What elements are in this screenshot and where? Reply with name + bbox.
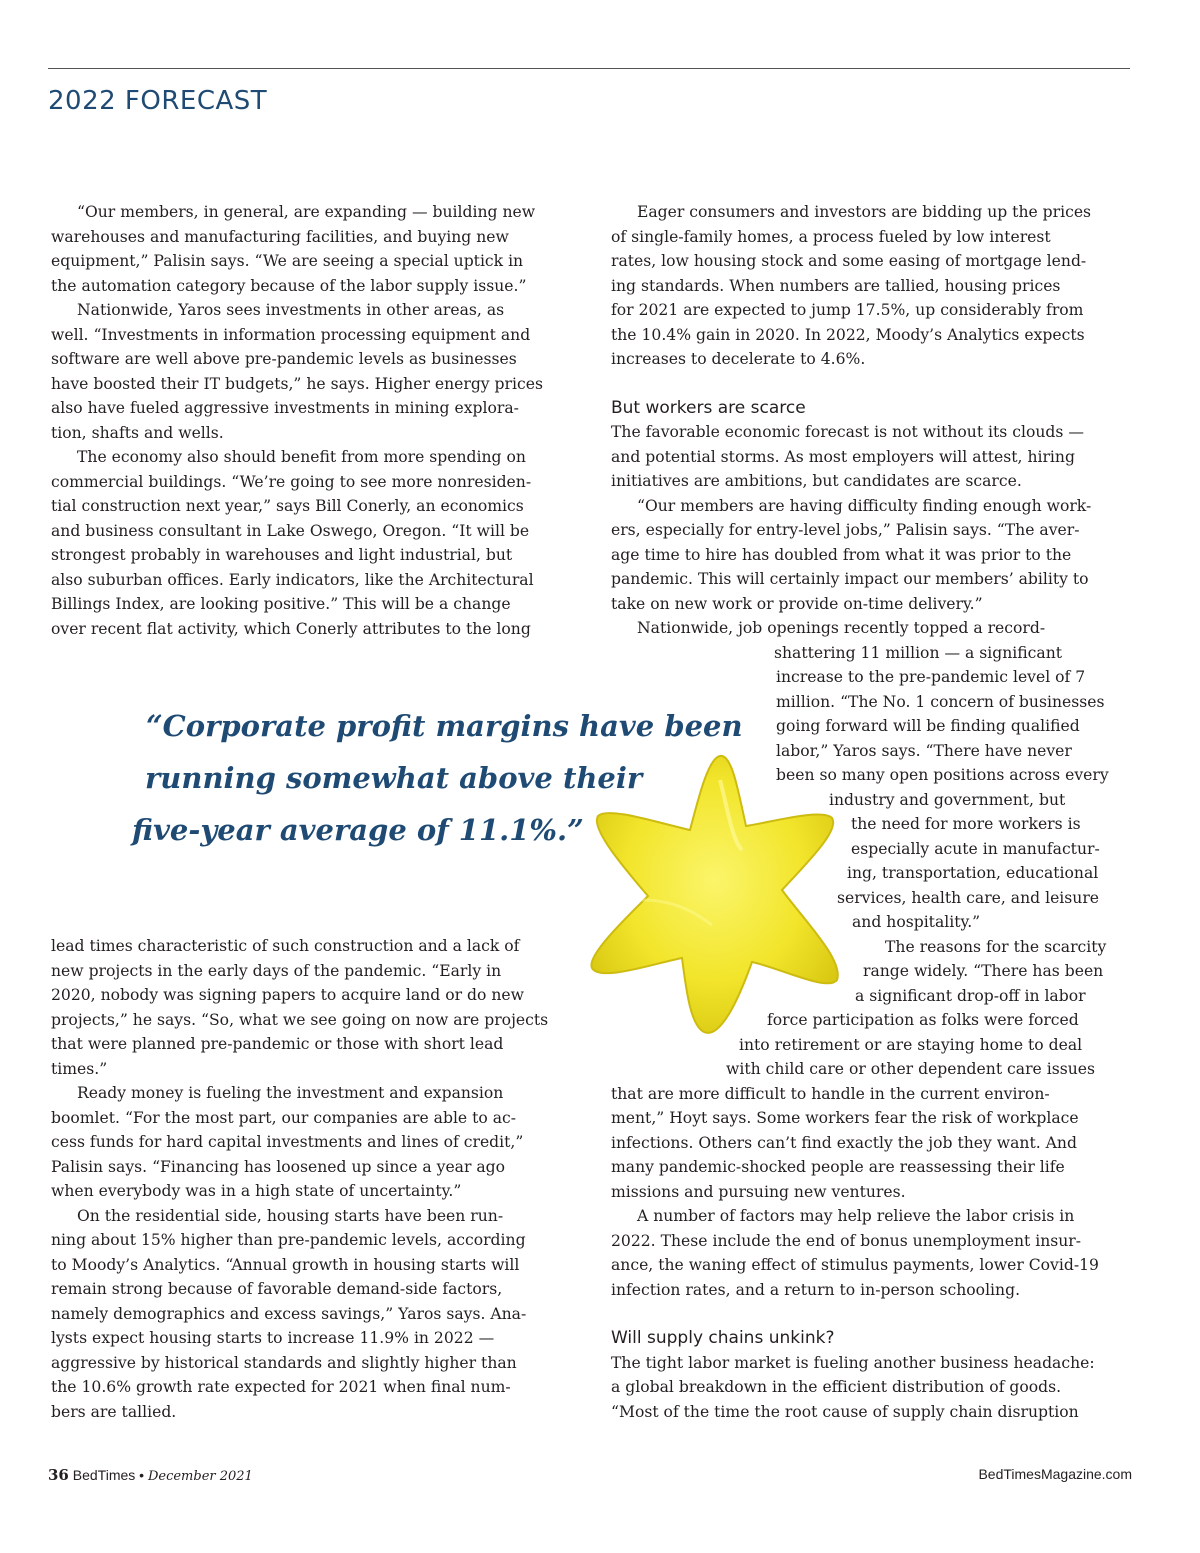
- text-line: “Most of the time the root cause of supply chain disruption: [611, 1402, 1079, 1421]
- text-line: the need for more workers is: [851, 815, 1081, 833]
- text-line: and hospitality.”: [852, 913, 981, 931]
- text-line: especially acute in manufactur-: [851, 839, 1100, 858]
- magazine-name: BedTimes: [72, 1467, 136, 1483]
- text-line: million. “The No. 1 concern of businesses: [776, 692, 1105, 711]
- text-line: ance, the waning effect of stimulus payments, lower Covid-19: [611, 1256, 1099, 1274]
- text-line: remain strong because of favorable demand-side factors,: [51, 1280, 503, 1298]
- text-line: ning about 15% higher than pre-pandemic levels, according: [51, 1231, 526, 1249]
- text-line: rates, low housing stock and some easing of mortgage lend-: [611, 252, 1087, 270]
- text-line: to Moody’s Analytics. “Annual growth in housing starts will: [51, 1255, 520, 1274]
- text-line: cess funds for hard capital investments and lines of credit,”: [51, 1133, 524, 1151]
- text-line: increase to the pre-pandemic level of 7: [776, 668, 1086, 686]
- text-line: with child care or other dependent care issues: [726, 1060, 1095, 1078]
- text-line: over recent flat activity, which Conerly attributes to the long: [51, 619, 531, 638]
- subhead: But workers are scarce: [611, 397, 806, 418]
- text-line: into retirement or are staying home to deal: [739, 1035, 1083, 1054]
- right-column: [611, 200, 1109, 1424]
- text-line: “Our members are having difficulty finding enough work-: [637, 496, 1092, 515]
- text-line: Billings Index, are looking positive.” This will be a change: [51, 595, 511, 613]
- text-line: On the residential side, housing starts have been run-: [77, 1206, 504, 1225]
- text-line: Eager consumers and investors are bidding up the prices: [637, 203, 1092, 221]
- footer-left: [48, 1466, 253, 1484]
- text-line: A number of factors may help relieve the labor crisis in: [637, 1207, 1075, 1225]
- text-line: been so many open positions across every: [776, 766, 1109, 784]
- issue-date: December 2021: [147, 1469, 253, 1484]
- text-line: for 2021 are expected to jump 17.5%, up considerably from: [611, 301, 1084, 319]
- page-number: 36: [48, 1466, 69, 1484]
- text-line: ing, transportation, educational: [847, 864, 1099, 882]
- left-column-top: [51, 200, 543, 641]
- text-line: when everybody was in a high state of uncertainty.”: [51, 1182, 462, 1200]
- text-line: tion, shafts and wells.: [51, 423, 224, 442]
- text-line: well. “Investments in information processing equipment and: [51, 325, 531, 344]
- text-line: take on new work or provide on-time delivery.”: [611, 594, 983, 613]
- text-line: aggressive by historical standards and slightly higher than: [51, 1353, 517, 1372]
- text-line: also suburban offices. Early indicators, like the Architectural: [51, 570, 534, 589]
- text-line: projects,” he says. “So, what we see going on now are projects: [51, 1010, 549, 1029]
- footer-bullet: •: [139, 1467, 145, 1483]
- text-line: and potential storms. As most employers will attest, hiring: [611, 447, 1075, 466]
- text-line: The favorable economic forecast is not without its clouds —: [611, 423, 1084, 441]
- text-line: 2020, nobody was signing papers to acquire land or do new: [51, 986, 524, 1004]
- text-line: going forward will be finding qualified: [776, 717, 1080, 735]
- text-line: new projects in the early days of the pandemic. “Early in: [51, 961, 502, 980]
- text-line: tial construction next year,” says Bill Conerly, an economics: [51, 497, 524, 515]
- text-line: The tight labor market is fueling another business headache:: [611, 1353, 1095, 1372]
- text-line: many pandemic-shocked people are reassessing their life: [611, 1158, 1065, 1176]
- text-line: increases to decelerate to 4.6%.: [611, 350, 866, 368]
- text-line: labor,” Yaros says. “There have never: [776, 741, 1072, 760]
- text-line: have boosted their IT budgets,” he says. Higher energy prices: [51, 374, 543, 393]
- text-line: and business consultant in Lake Oswego, Oregon. “It will be: [51, 521, 530, 540]
- text-line: lysts expect housing starts to increase 11.9% in 2022 —: [51, 1329, 495, 1347]
- text-line: missions and pursuing new ventures.: [611, 1182, 906, 1201]
- text-line: industry and government, but: [829, 790, 1066, 809]
- text-line: commercial buildings. “We’re going to see more nonresiden-: [51, 472, 532, 491]
- text-line: the automation category because of the labor supply issue.”: [51, 276, 527, 295]
- text-line: lead times characteristic of such construction and a lack of: [51, 937, 520, 955]
- text-line: a significant drop-off in labor: [855, 986, 1086, 1005]
- section-title: 2022 FORECAST: [48, 86, 268, 116]
- text-line: ment,” Hoyt says. Some workers fear the risk of workplace: [611, 1109, 1079, 1127]
- text-line: namely demographics and excess savings,” Yaros says. Ana-: [51, 1304, 527, 1323]
- pull-quote-line: “Corporate profit margins have been: [146, 709, 743, 743]
- text-line: the 10.6% growth rate expected for 2021 when final num-: [51, 1378, 511, 1396]
- text-line: times.”: [51, 1059, 108, 1078]
- text-line: 2022. These include the end of bonus unemployment insur-: [611, 1231, 1082, 1250]
- text-line: Nationwide, Yaros sees investments in other areas, as: [77, 301, 505, 319]
- text-line: the 10.4% gain in 2020. In 2022, Moody’s Analytics expects: [611, 325, 1085, 344]
- text-line: ing standards. When numbers are tallied, housing prices: [611, 276, 1061, 295]
- text-line: age time to hire has doubled from what it was prior to the: [611, 545, 1072, 564]
- text-line: strongest probably in warehouses and light industrial, but: [51, 546, 513, 564]
- text-line: warehouses and manufacturing facilities, and buying new: [51, 227, 509, 246]
- text-line: bers are tallied.: [51, 1402, 177, 1421]
- text-line: Palisin says. “Financing has loosened up since a year ago: [51, 1157, 506, 1176]
- header-rule: [48, 68, 1130, 69]
- text-line: of single-family homes, a process fueled by low interest: [611, 227, 1051, 246]
- text-line: force participation as folks were forced: [767, 1011, 1079, 1029]
- text-line: infections. Others can’t find exactly the job they want. And: [611, 1133, 1077, 1152]
- text-line: a global breakdown in the efficient distribution of goods.: [611, 1378, 1062, 1396]
- text-line: also have fueled aggressive investments in mining explora-: [51, 399, 519, 417]
- text-line: software are well above pre-pandemic levels as businesses: [51, 350, 517, 368]
- pull-quote-line: five-year average of 11.1%.”: [132, 813, 584, 847]
- text-line: pandemic. This will certainly impact our members’ ability to: [611, 570, 1089, 588]
- subhead: Will supply chains unkink?: [611, 1328, 835, 1348]
- text-line: The reasons for the scarcity: [885, 937, 1107, 956]
- text-line: range widely. “There has been: [863, 962, 1104, 980]
- text-line: services, health care, and leisure: [837, 888, 1100, 907]
- text-line: Nationwide, job openings recently topped a record-: [637, 619, 1046, 637]
- left-column-bottom: [51, 934, 548, 1424]
- text-line: boomlet. “For the most part, our companies are able to ac-: [51, 1108, 517, 1127]
- text-line: ers, especially for entry-level jobs,” Palisin says. “The aver-: [611, 521, 1080, 539]
- text-line: infection rates, and a return to in-person schooling.: [611, 1280, 1021, 1299]
- pull-quote-line: running somewhat above their: [145, 761, 643, 795]
- text-line: Ready money is fueling the investment and expansion: [77, 1084, 504, 1102]
- text-line: that are more difficult to handle in the current environ-: [611, 1084, 1050, 1103]
- text-line: “Our members, in general, are expanding — building new: [77, 203, 536, 221]
- text-line: shattering 11 million — a significant: [774, 643, 1062, 662]
- website-link[interactable]: BedTimesMagazine.com: [978, 1466, 1132, 1482]
- text-line: that were planned pre-pandemic or those with short lead: [51, 1035, 504, 1053]
- text-line: equipment,” Palisin says. “We are seeing a special uptick in: [51, 252, 524, 270]
- text-line: initiatives are ambitions, but candidates are scarce.: [611, 472, 1022, 490]
- text-line: The economy also should benefit from more spending on: [77, 448, 526, 466]
